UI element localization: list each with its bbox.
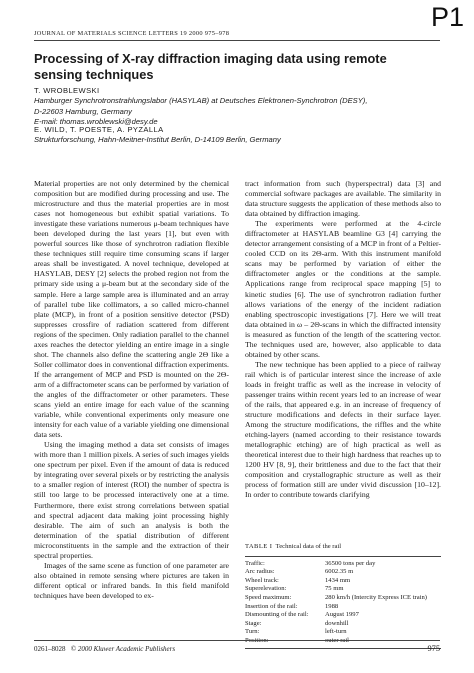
table-row [245, 568, 441, 577]
paragraph: Material properties are not only determined by the chemical composition but are modified during processing and use. The microstructure and thus the material properties are in most cases not homogeneous but exhibit spatial variations. To investigate these variations numerous μ-beam techniques have been developed during the last years [1], but even with powerful sources like those of synchrotron radiation flexible these techniques still require time consuming scans if larger areas shall be investigated. A novel technique, developed at HASYLAB, DESY [2] selects the probed region not from the primary side using a μ-beam but at the secondary side of the sample. Here a large sample area is illuminated and an array of parallel tube like collimators, a so called micro-channel plate (MCP), in front of a position sensitive detector (PSD) suppresses crossfire of radiation scattered from different regions of the specimen. Only radiation parallel to the channel axes reaches the detector yielding an entire image in a single shot. The channels also define the scattering angle 2Θ like a Soller collimator does in conventional diffraction experiments. If the arrangement of MCP and PSD is mounted on the 2Θ-arm of a diffractometer scans can be performed by variation of the angles of the diffractometer or other parameters. These scans yield an entire image for each value of the scanning variable, while conventional experiments only measure one intensity for each value of a variable yielding one dimensional data sets. [34, 179, 229, 440]
table-body [245, 557, 441, 648]
affiliation-line: Hamburger Synchrotronstrahlungslabor (HASYLAB) at Deutsches Elektronen-Synchrotron (DESY), [34, 96, 368, 106]
page-number: 975 [427, 644, 440, 653]
table-cell-value: downhill [325, 619, 349, 627]
table-cell-key: Superelevation: [245, 585, 287, 593]
table-cell-value: 75 mm [325, 585, 344, 593]
paragraph: tract information from such (hyperspectral) data [3] and commercial software packages are available. The similarity in data structure suggests the application of these methods also to data obtained by diffraction imaging. [245, 179, 441, 219]
journal-header: JOURNAL OF MATERIALS SCIENCE LETTERS 19 2000 975–978 [34, 30, 230, 37]
paper-title: Processing of X-ray diffraction imaging data using remote sensing techniques [34, 51, 387, 82]
header-rule [34, 40, 440, 41]
table-row [245, 611, 441, 620]
table-cell-value: left-turn [325, 628, 347, 636]
table-cell-value: 1434 mm [325, 576, 351, 584]
affiliation-line: D-22603 Hamburg, Germany [34, 106, 132, 116]
table-row [245, 603, 441, 612]
table-row [245, 628, 441, 637]
table-cell-key: Stage: [245, 619, 262, 627]
table-cell-key: Wheel track: [245, 576, 279, 584]
paragraph: Using the imaging method a data set consists of images with more than 1 million pixels. A series of such images yields one spectrum per pixel. Even if the amount of data is reduced by integrating over several pixels or by restricting the analysis to a smaller region of interest (ROI) the number of spectra is still too large to be processed interactively one at a time. Furthermore, there exist strong correlations between spatial and spectral adjacent data making joint processing highly desirable. The aim of such an analysis is both the determination of the spatial distribution of different microconstituents in the sample and the extraction of their spectral properties. [34, 440, 229, 560]
paragraph: Images of the same scene as function of one parameter are also obtained in remote sensing where pictures are taken in different optical or infrared bands. In this field manifold techniques have been developed to ex- [34, 560, 229, 600]
table-bottom-rule [245, 648, 441, 649]
table-label: TABLE I [245, 543, 273, 550]
paragraph: The new technique has been applied to a piece of railway rail which is of particular interest since the increase of axle loads in freight traffic as well as the increase in velocity of passenger trains within recent years led to an increase of wear of the rails, that appeared e.g. in an increase of frequency of structure modifications and defects in their surface layer. Among the structure modifications, the riffles and the white etching-layers (named according to their resistance towards metallographic etching) are of high practical as well as theoretical interest due to their high hardness that reaches up to 1200 HV [8, 9], their brittleness and due to the fact that their composition and crystallographic structure as well as their process of formation still are under vivid discussion [10–12]. In order to contribute towards clarifying [245, 359, 441, 500]
table-caption [245, 543, 441, 552]
table-cell-key: Position: [245, 636, 269, 644]
author-names: E. WILD, T. POESTE, A. PYZALLA [34, 125, 164, 134]
author-names: T. WROBLEWSKI [34, 86, 100, 95]
table-row [245, 620, 441, 629]
table-cell-key: Turn: [245, 628, 260, 636]
page-label: P1 [430, 2, 464, 32]
table-cell-value: 1988 [325, 602, 339, 610]
table-row [245, 637, 441, 646]
table-cell-value: 6002.35 m [325, 568, 354, 576]
table-cell-key: Arc radius: [245, 568, 275, 576]
affiliation-block-1 [34, 86, 367, 127]
issn: 0261–8028 [34, 645, 66, 653]
table-cell-value: outer rail [325, 636, 349, 644]
table-row [245, 560, 441, 569]
author-email: E-mail: thomas.wroblewski@desy.de [34, 116, 158, 126]
affiliation-line: Strukturforschung, Hahn-Meitner-Institut Berlin, D-14109 Berlin, Germany [34, 135, 281, 145]
table-row [245, 577, 441, 586]
table-cell-key: Speed maximum: [245, 593, 292, 601]
table-cell-value: 280 km/h (Intercity Express ICE train) [325, 593, 427, 601]
footer-left [34, 645, 175, 653]
paragraph: The experiments were performed at the 4-circle diffractometer at HASYLAB beamline G3 [4] carrying the detector arrangement consisting of a MCP in front of a Peltier-cooled CCD on its 2Θ-arm. With this instrument manifold scans may be performed by variation of either the diffractometer angles or the conditions at the sample. Applications range from reciprocal space mapping [5] to kinetic studies [6]. The use of synchrotron radiation further allows variations of the energy of the incident radiation enabling spectroscopic investigations [7]. Here we will treat data obtained in ω – 2Θ-scans in which the diffracted intensity is measured as function of the length of the scattering vector. The techniques used are, however, also applicable to data obtained by other scans. [245, 219, 441, 359]
table-cell-key: Traffic: [245, 559, 265, 567]
table-cell-key: Dismounting of the rail: [245, 611, 309, 619]
body-column-right [245, 179, 441, 501]
table-caption-text: Technical data of the rail [275, 543, 342, 550]
body-column-left [34, 179, 229, 601]
table-cell-key: Insertion of the rail: [245, 602, 298, 610]
table-row [245, 594, 441, 603]
copyright: © 2000 Kluwer Academic Publishers [70, 645, 176, 653]
table-row [245, 585, 441, 594]
table-rail-data [245, 543, 441, 649]
footer-rule [34, 640, 440, 641]
affiliation-block-2 [34, 125, 281, 146]
table-cell-value: August 1997 [325, 611, 359, 619]
table-cell-value: 36500 tons per day [325, 559, 376, 567]
